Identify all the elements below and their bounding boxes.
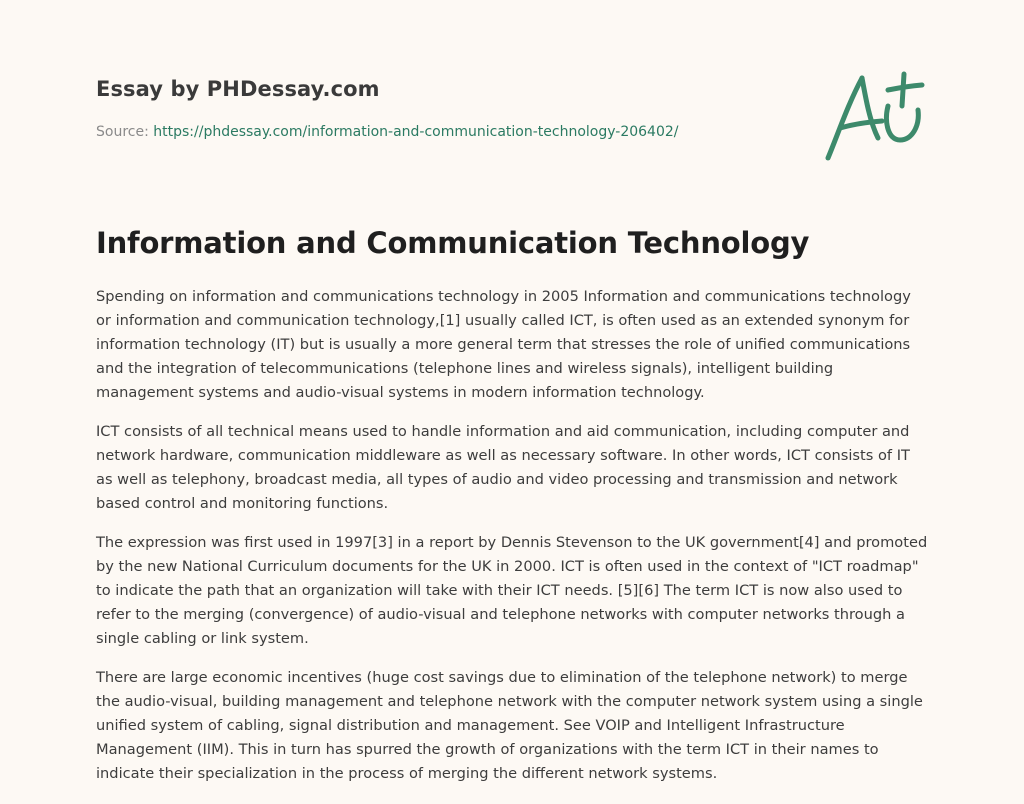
source-label: Source: xyxy=(96,124,149,140)
essay-body xyxy=(96,285,930,801)
site-title: Essay by PHDessay.com xyxy=(96,77,380,101)
a-plus-grade-icon xyxy=(818,66,930,166)
essay-paragraph: There are large economic incentives (huge cost savings due to elimination of the telephone network) to merge the audio-visual, building management and telephone network with the computer network system using a single unified system of cabling, signal distribution and management. See VOIP and Intelligent Infrastructure Management (IIM). This in turn has spurred the growth of organizations with the term ICT in their names to indicate their specialization in the process of merging the different network systems. xyxy=(96,669,923,782)
essay-title: Information and Communication Technology xyxy=(96,226,810,260)
source-link[interactable]: https://phdessay.com/information-and-communication-technology-206402/ xyxy=(153,124,679,140)
source-line xyxy=(96,124,679,140)
essay-paragraph: The expression was first used in 1997[3] in a report by Dennis Stevenson to the UK government[4] and promoted by the new National Curriculum documents for the UK in 2000. ICT is often used in the context of "ICT roadmap" to indicate the path that an organization will take with their ICT needs. [5][6] The term ICT is now also used to refer to the merging (convergence) of audio-visual and telephone networks with computer networks through a single cabling or link system. xyxy=(96,534,928,647)
essay-paragraph: ICT consists of all technical means used to handle information and aid communication, including computer and network hardware, communication middleware as well as necessary software. In other words, ICT consists of IT as well as telephony, broadcast media, all types of audio and video processing and transmission and network based control and monitoring functions. xyxy=(96,423,910,512)
essay-paragraph: Spending on information and communications technology in 2005 Information and communications technology or information and communication technology,[1] usually called ICT, is often used as an extended synonym for information technology (IT) but is usually a more general term that stresses the role of unified communications and the integration of telecommunications (telephone lines and wireless signals), intelligent building management systems and audio-visual systems in modern information technology. xyxy=(96,288,911,401)
